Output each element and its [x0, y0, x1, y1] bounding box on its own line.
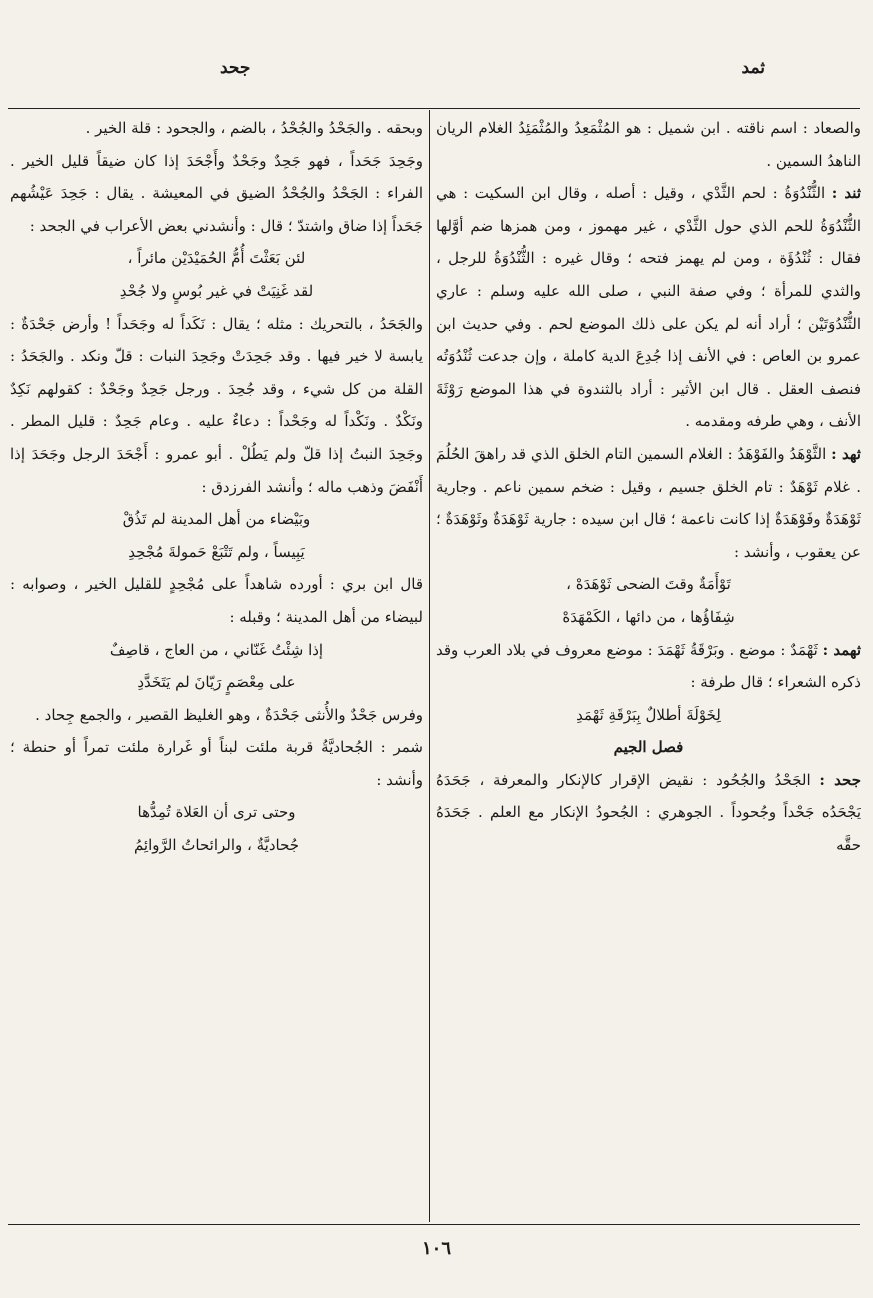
entry-headword: ثند :	[831, 184, 861, 203]
dictionary-entry	[436, 438, 861, 568]
paragraph: والجَحَدُ ، بالتحريك : مثله ؛ يقال : نَكَداً له وجَحَداً ! وأرض جَحْدَةٌ : يابسة لا خير فيها . وقد جَحِدَتْ وجَحِدَ النبات : قلّ ونكد . والجَحَدُ : القلة من كل شيء ، وقد جُحِدَ . ورجل جَحِدٌ وجَحْدٌ : كقولهم نَكِدٌ ونَكْدٌ . ونَكْداً له وجَحْداً : دعاءٌ عليه . وعام جَحِدٌ : قليل المطر . وجَحِدَ النبتُ إذا قلّ ولم يَطُلْ . أبو عمرو : أَجْحَدَ الرجل وجَحَدَ إذا أَنْفَضَ وذهب ماله ؛ وأنشد الفرزدق :	[10, 314, 423, 496]
page-number: ١٠٦	[421, 1238, 451, 1259]
entry-headword: ثهد :	[831, 444, 861, 463]
paragraph: وفرس جَحْدٌ والأُنثى جَحْدَةٌ ، وهو الغليظ القصير ، والجمع جِحاد .	[35, 705, 423, 724]
paragraph: قال ابن بري : أورده شاهداً على مُجْحِدٍ للقليل الخير ، وصوابه : لبيضاء من أهل المدينة ؛ وقبله :	[10, 575, 423, 626]
verse-line: لئن بَعَثْتَ أُمُّ الحُمَيْدَيْن مائراً ،	[127, 249, 306, 268]
paragraph: وبحقه . والجَحْدُ والجُحْدُ ، بالضم ، والجحود : قلة الخير .	[85, 119, 423, 137]
dictionary-entry	[436, 764, 861, 862]
verse-line: جُحاديَّةٌ ، والرائحاتُ الرَّوائِمُ	[133, 836, 300, 855]
entry-text: الثُّنْدُوَةُ : لحم الثَّدْي ، وقيل : أصله ، وقال ابن السكيت : هي الثُّنْدُوَةُ للحم الذي حول الثَّدْي ، غير مهموز ، ومن همزها ضم أوَّلها فقال : ثُنْدُؤَة ، ومن لم يهمز فتحه ؛ وقال غيره : الثُّنْدُوَةُ للرجل ، والثدي للمرأة ؛ وفي صفة النبي ، صلى الله عليه وسلم : عاري الثُّنْدُوَتَيْن ؛ أراد أنه لم يكن على ذلك الموضع لحم . وفي حديث ابن عمرو بن العاص : في الأنف إذا جُدِعَ الدية كاملة ، وإن جدعت ثُنْدُوَتُه فنصف العقل . قال ابن الأثير : أراد بالثندوة في هذا الموضع رَوْثَةَ الأنف ، وهي طرفه ومقدمه .	[436, 184, 861, 431]
paragraph: وجَحِدَ جَحَداً ، فهو جَحِدٌ وجَحْدٌ وأَجْحَدَ إذا كان ضيقاً قليل الخير . الفراء : الجَحْدُ والجُحْدُ الضيق في المعيشة . يقال : جَحِدَ عَيْشُهم جَحَداً إذا ضاق واشتدّ ؛ قال : وأنشدني بعض الأعراب في الجحد :	[10, 151, 423, 235]
verse-line: لِخَوْلَةَ أطلالٌ بِبَرْقَةِ ثَهْمَدِ	[576, 705, 721, 724]
column-divider	[429, 110, 430, 1222]
entry-headword: جحد :	[819, 770, 861, 789]
dictionary-entry	[436, 177, 861, 438]
dictionary-entry	[436, 634, 861, 699]
paragraph: والصعاد : اسم ناقته . ابن شميل : هو المُثْمَعِدُ والمُثْمَئِدُ الغلام الريان الناهدُ السمين .	[436, 119, 861, 170]
header-rule	[8, 108, 860, 109]
verse-line: وحتى ترى أن العَلاة تُمِدُّها	[137, 803, 296, 822]
verse-line: على مِعْصَمٍ رَيّانَ لم يَتَخَدَّدِ	[137, 673, 296, 692]
running-header-right: ثمد	[741, 58, 765, 78]
right-column	[436, 112, 861, 1222]
entry-text: ثَهْمَدٌ : موضع . وبَرْقَةُ ثَهْمَدَ : موضع معروف في بلاد العرب وقد ذكره الشعراء ؛ قال طرفة :	[436, 640, 861, 692]
verse-line: إذا شِئْتُ غَنّاني ، من العاج ، قاصِفٌ	[109, 640, 324, 659]
footer-rule	[8, 1224, 860, 1225]
verse-line: تَوْأَمَةٌ وقتَ الضحى ثَوْهَدَهْ ،	[566, 575, 731, 594]
verse-line: يَبِيساً ، ولم تَتْبَعْ حَمولةَ مُجْحِدِ	[128, 542, 305, 561]
entry-text: الجَحْدُ والجُحُود : نقيض الإقرار كالإنكار والمعرفة ، جَحَدَهُ يَجْحَدُه جَحْداً وجُحوداً . الجوهري : الجُحودُ الإنكار مع العلم . جَحَدَهُ حقَّه	[436, 770, 861, 855]
entry-headword: ثهمد :	[822, 640, 861, 659]
paragraph: شمر : الجُحاديَّةُ قربة ملئت لبناً أو غَرارة ملئت تمراً أو حنطة ؛ وأنشد :	[10, 738, 423, 789]
section-title: فصل الجيم	[613, 738, 684, 757]
verse-line: لقد غَنِيَتْ في غير بُوسٍ ولا جُحْدِ	[119, 281, 314, 300]
verse-line: شِفَاؤُها ، من دائها ، الكَمْهَدَهْ	[562, 607, 735, 626]
left-column	[10, 112, 423, 1222]
verse-line: وبَيْضاء من أهل المدينة لم تَذُقْ	[122, 510, 311, 529]
running-header-left: جحد	[220, 58, 251, 78]
entry-text: الثَّوْهَدُ والفَوْهَدُ : الغلام السمين التام الخلق الذي قد راهقَ الحُلُمَ . غلام ثَوْهَدٌ : تام الخلق جسيم ، وقيل : ضخم سمين ناعم . وجارية ثَوْهَدَةٌ وفَوْهَدَةٌ إذا كانت ناعمة ؛ قال ابن سيده : جارية ثَوْهَدَةٌ وثَوْهَدَةٌ ؛ عن يعقوب ، وأنشد :	[436, 444, 861, 561]
